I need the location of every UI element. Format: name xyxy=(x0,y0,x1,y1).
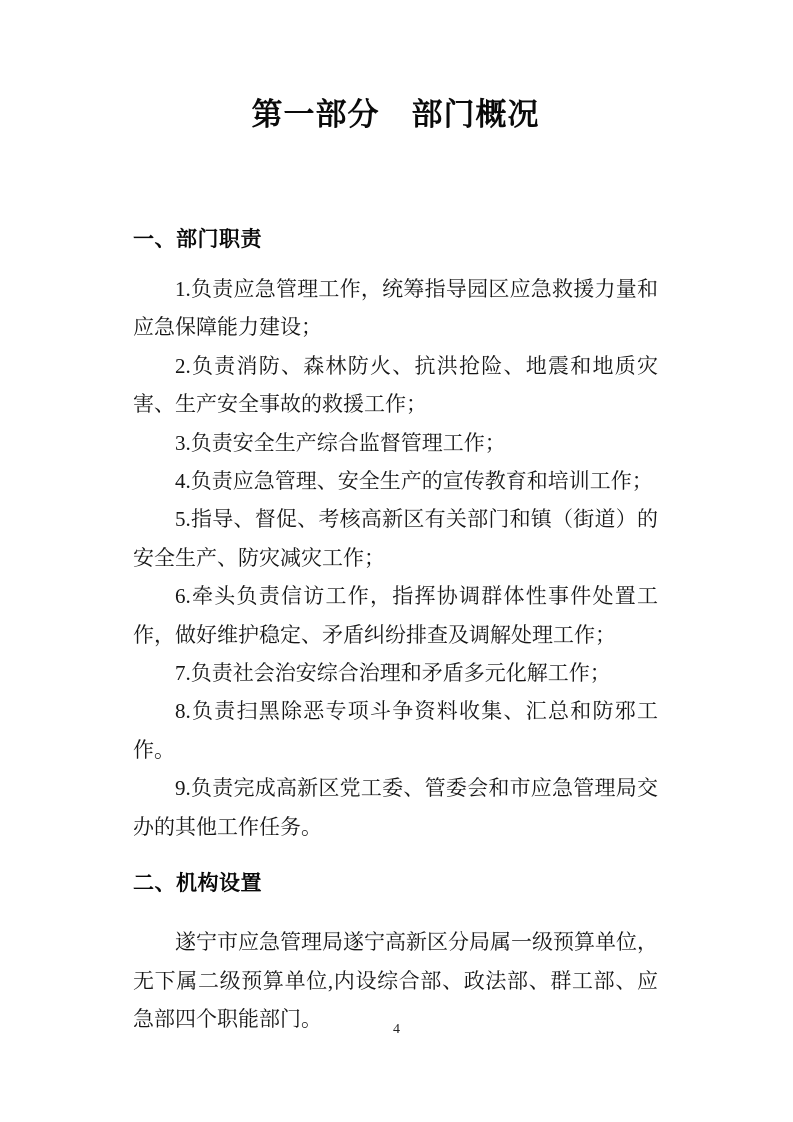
organization-paragraph: 遂宁市应急管理局遂宁高新区分局属一级预算单位，无下属二级预算单位,内设综合部、政法部、群工部、应急部四个职能部门。 xyxy=(133,930,658,1031)
duty-item-8: 8.负责扫黑除恶专项斗争资料收集、汇总和防邪工作。 xyxy=(133,699,658,762)
document-title: 第一部分 部门概况 xyxy=(251,97,540,132)
duty-item-5: 5.指导、督促、考核高新区有关部门和镇（街道）的安全生产、防灾减灾工作； xyxy=(133,507,658,570)
duty-item-6: 6.牵头负责信访工作，指挥协调群体性事件处置工作，做好维护稳定、矛盾纠纷排查及调解处理工作； xyxy=(133,584,658,647)
section-heading-duties: 一、部门职责 xyxy=(133,228,262,251)
duty-item-2: 2.负责消防、森林防火、抗洪抢险、地震和地质灾害、生产安全事故的救援工作； xyxy=(133,353,658,417)
duty-item-4: 4.负责应急管理、安全生产的宣传教育和培训工作； xyxy=(175,469,653,494)
duty-item-7: 7.负责社会治安综合治理和矛盾多元化解工作； xyxy=(175,661,611,686)
duty-item-3: 3.负责安全生产综合监督管理工作； xyxy=(175,430,506,455)
page-number: 4 xyxy=(393,1022,400,1037)
duty-item-1: 1.负责应急管理工作，统筹指导园区应急救援力量和应急保障能力建设； xyxy=(133,277,658,340)
section-heading-organization: 二、机构设置 xyxy=(133,872,262,896)
duty-item-9: 9.负责完成高新区党工委、管委会和市应急管理局交办的其他工作任务。 xyxy=(133,776,658,839)
